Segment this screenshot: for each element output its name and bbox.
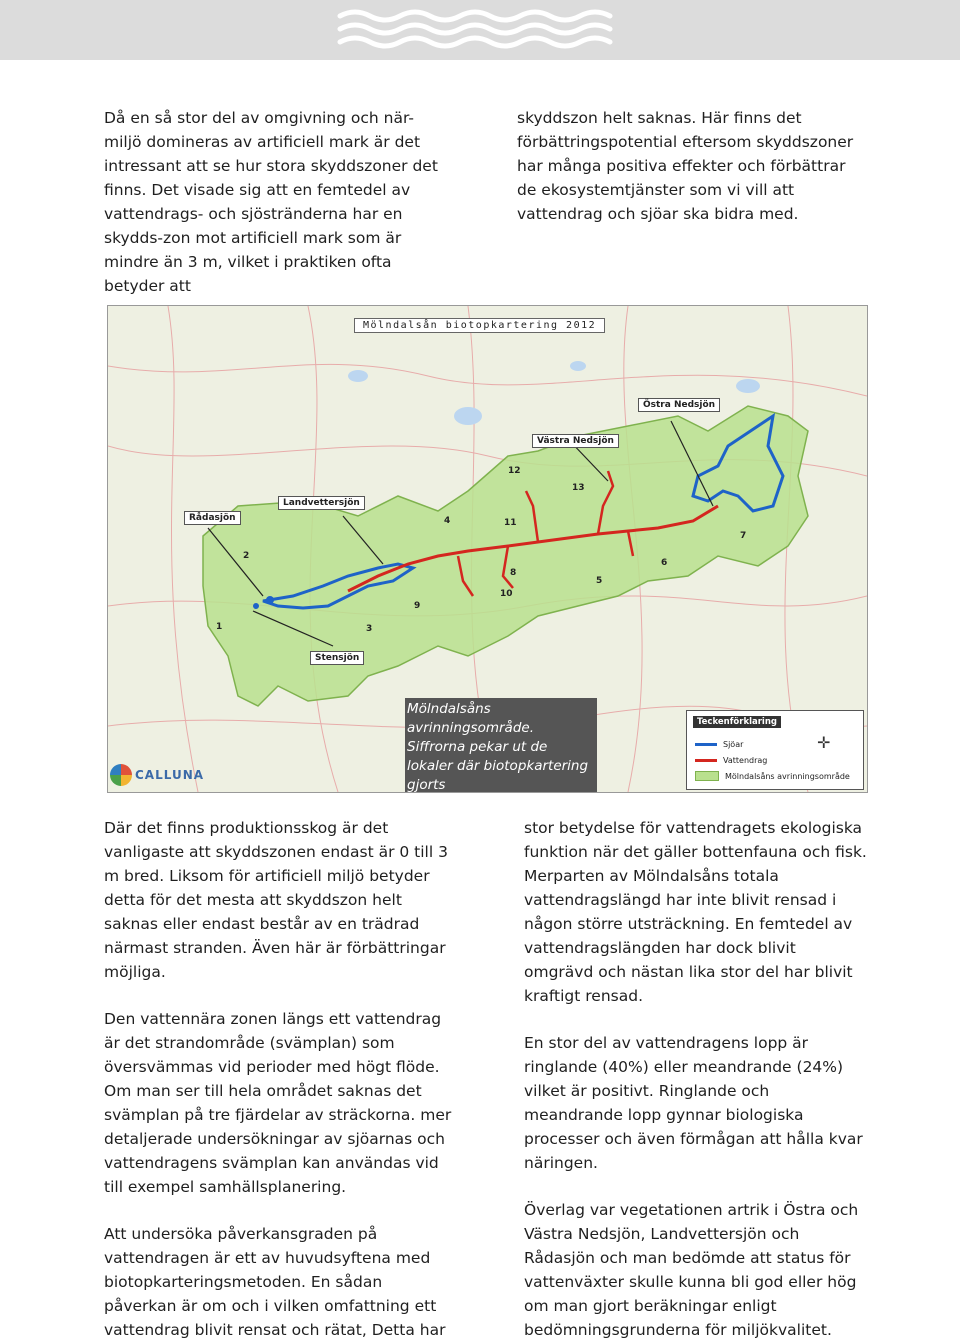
site-number: 2: [243, 551, 250, 561]
site-number: 12: [508, 466, 521, 476]
legend-title: Teckenförklaring: [693, 716, 781, 728]
paragraph: Då en så stor del av omgivning och när-miljö domineras av artificiell mark är det intressant att se hur stora skyddszoner det finns. Det visade sig att en femtedel av vattendrags- och sjöstränderna har en skydds-zon mot artificiell mark som är mindre än 3 m, vilket i praktiken ofta betyder att: [104, 109, 438, 295]
site-number: 3: [366, 624, 373, 634]
legend-label: Sjöar: [723, 739, 744, 749]
lake-label-stensjon: Stensjön: [310, 651, 364, 665]
map-caption: Mölndalsåns avrinningsområde. Siffrorna pekar ut de lokaler där biotopkartering gjorts: [405, 698, 597, 793]
catchment-map: [107, 305, 868, 793]
lake-label-landvettersjon: Landvettersjön: [278, 496, 365, 510]
lake-label-vastra-nedsjon: Västra Nedsjön: [532, 434, 619, 448]
site-number: 5: [596, 576, 603, 586]
body-column-right: [524, 816, 869, 1342]
map-title: Mölndalsån biotopkartering 2012: [354, 318, 605, 333]
site-number: 7: [740, 531, 747, 541]
stream-line-icon: [695, 759, 717, 762]
intro-column-left: [104, 106, 439, 298]
paragraph: Där det finns produktionsskog är det vanligaste att skyddszonen endast är 0 till 3 m bred. Liksom för artificiell miljö betyder detta för det mesta att skyddszon helt saknas eller endast består av en trädrad närmast stranden. Även här är förbättringar möjliga.: [104, 819, 448, 981]
paragraph: Överlag var vegetationen artrik i Östra och Västra Nedsjön, Landvettersjön och Rådasjön och man bedömde att status för vattenväxter skulle kunna bli god eller hög om man gjort beräkningar enligt bedömningsgrunderna för miljökvalitet.: [524, 1201, 859, 1339]
paragraph: En stor del av vattendragens lopp är ringlande (40%) eller meandrande (24%) vilket är positivt. Ringlande och meandrande lopp gynnar biologiska processer och även förmågan att hålla kvar näringen.: [524, 1034, 863, 1172]
logo-text: CALLUNA: [135, 768, 205, 782]
legend-item-lakes: [695, 739, 743, 749]
paragraph: stor betydelse för vattendragets ekologiska funktion när det gäller bottenfauna och fisk. Merparten av Mölndalsåns totala vattendragslängd har inte blivit rensad i någon större utsträckning. En femtedel av vattendragslängden har dock blivit omgrävd och nästan lika stor del har blivit kraftigt rensad.: [524, 819, 867, 1005]
compass-icon: ✛: [817, 733, 831, 752]
header-band: [0, 0, 960, 60]
site-number: 6: [661, 558, 668, 568]
wave-logo-icon: [330, 4, 630, 54]
legend-label: Vattendrag: [723, 755, 768, 765]
paragraph: Att undersöka påverkansgraden på vattendragen är ett av huvudsyftena med biotopkarteringsmetoden. En sådan påverkan är om och i vilken omfattning ett vattendrag blivit rensat och rätat, Detta har: [104, 1225, 446, 1339]
intro-column-right: [517, 106, 862, 226]
paragraph: Den vattennära zonen längs ett vattendrag är det strandområde (svämplan) som översvämmas vid perioder med högt flöde. Om man ser till hela området saknas det svämplan på tre fjärdelar av sträckorna. mer detaljerade undersökningar av sjöarnas och vattendragens svämplan kan användas vid till exempel samhällsplanering.: [104, 1010, 452, 1196]
body-column-left: [104, 816, 456, 1342]
lake-label-radasjon: Rådasjön: [184, 511, 241, 525]
catchment-area-icon: [695, 771, 719, 781]
lake-line-icon: [695, 743, 717, 746]
site-number: 9: [414, 601, 421, 611]
site-number: 8: [510, 568, 517, 578]
map-legend: [686, 710, 864, 790]
site-number: 1: [216, 622, 223, 632]
calluna-logo: [110, 764, 204, 786]
site-number: 4: [444, 516, 451, 526]
site-number: 13: [572, 483, 585, 493]
legend-item-streams: [695, 755, 767, 765]
site-number: 11: [504, 518, 517, 528]
paragraph: skyddszon helt saknas. Här finns det förbättringspotential eftersom skyddszoner har många positiva effekter och förbättrar de ekosystemtjänster som vi vill att vattendrag och sjöar ska bidra med.: [517, 109, 854, 223]
lake-label-ostra-nedsjon: Östra Nedsjön: [638, 398, 720, 412]
calluna-logo-icon: [110, 764, 132, 786]
site-number: 10: [500, 589, 513, 599]
legend-label: Mölndalsåns avrinningsområde: [725, 771, 850, 781]
legend-item-catchment: [695, 771, 850, 781]
